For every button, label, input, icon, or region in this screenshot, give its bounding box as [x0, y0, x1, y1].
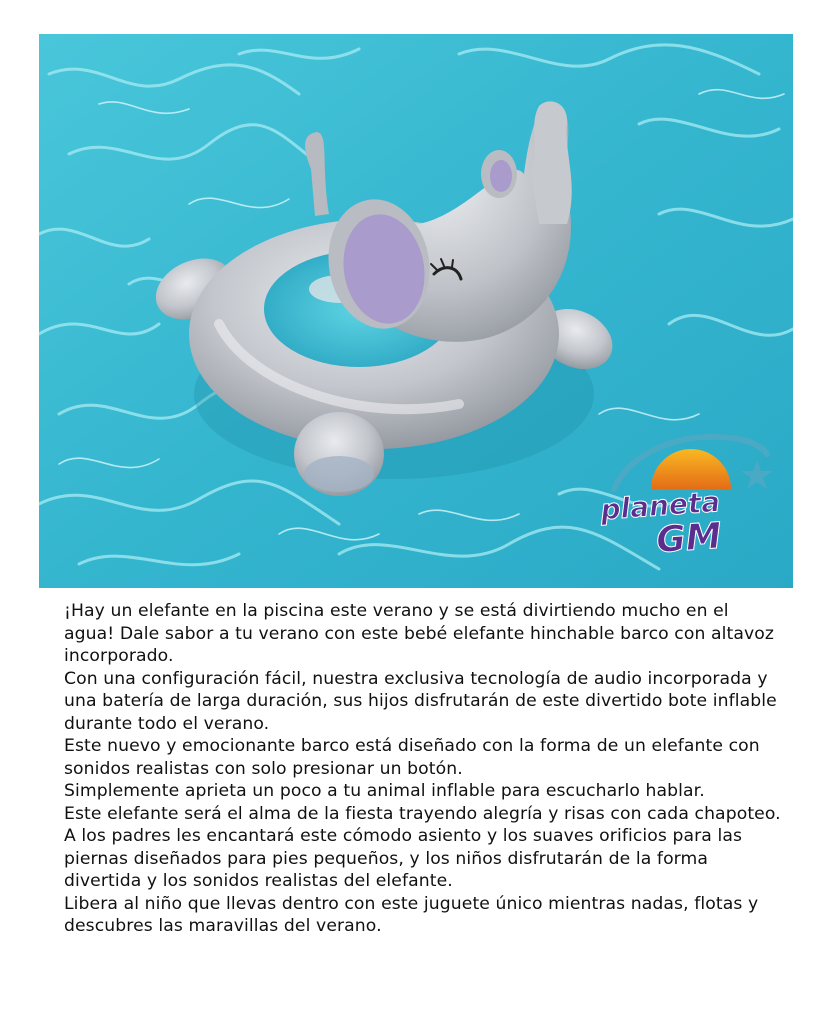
logo-text-line1: planeta: [599, 485, 722, 527]
description-paragraph: Libera al niño que llevas dentro con este juguete único mientras nadas, flotas y descubres las maravillas del verano.: [64, 893, 759, 936]
description-paragraph: A los padres les encantará este cómodo asiento y los suaves orificios para las piernas diseñados para pies pequeños, y los niños disfrutarán de la forma divertida y los sonidos realistas del elefante.: [64, 826, 743, 891]
description-paragraph: Con una configuración fácil, nuestra exclusiva tecnología de audio incorporada y una batería de larga duración, sus hijos disfrutarán de este divertido bote inflable durante todo el verano.: [64, 668, 777, 734]
description-paragraph: Simplemente aprieta un poco a tu animal inflable para escucharlo hablar.: [64, 781, 705, 801]
description-paragraph: ¡Hay un elefante en la piscina este verano y se está divirtiendo mucho en el agua! Dale sabor a tu verano con este bebé elefante hinchable barco con altavoz incorporado.: [64, 601, 775, 666]
elephant-foot: [304, 456, 374, 492]
description-paragraph: Este nuevo y emocionante barco está diseñado con la forma de un elefante con sonidos realistas con solo presionar un botón.: [64, 736, 760, 779]
description-paragraph: Este elefante será el alma de la fiesta trayendo alegría y risas con cada chapoteo.: [64, 803, 781, 824]
elephant-trunk: [531, 101, 572, 224]
logo-text-line2: GM: [654, 515, 723, 562]
product-description: [64, 600, 784, 938]
product-photo: [39, 34, 793, 588]
